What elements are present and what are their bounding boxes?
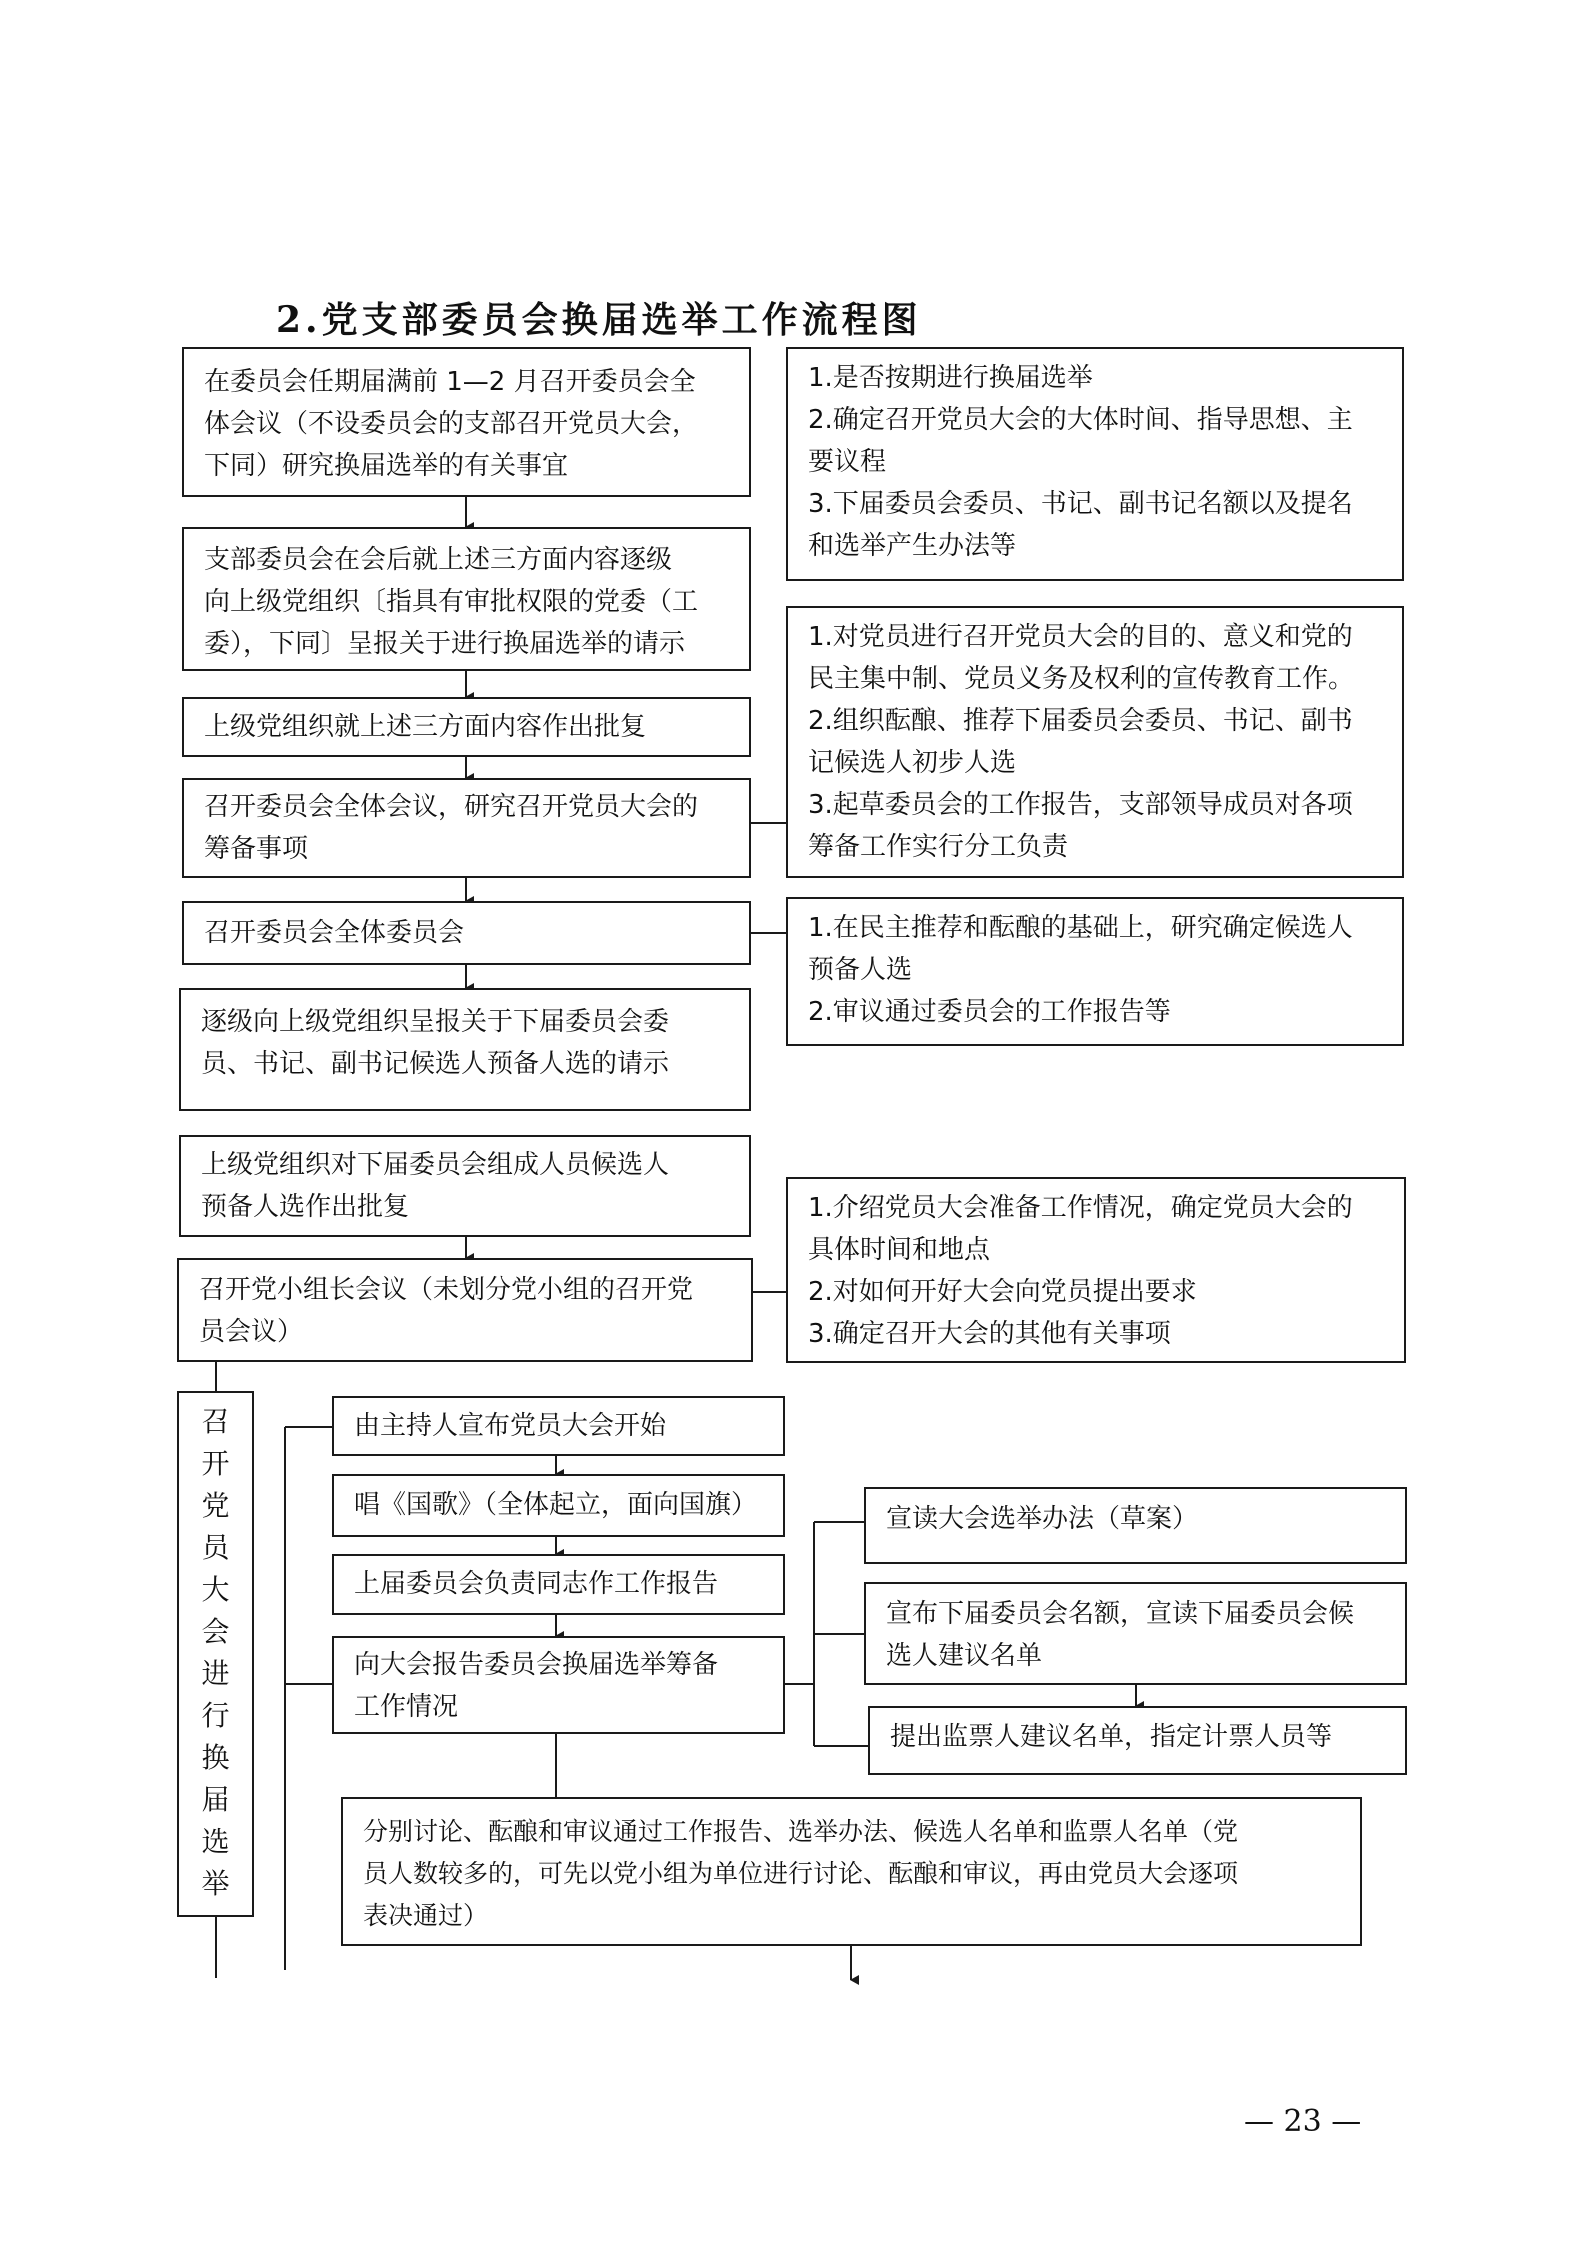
election-step-1-line-1: 宣读大会选举办法（草案） [886, 1504, 1199, 1534]
main-step-6 [179, 988, 751, 1111]
vertical-char-1: 召 [201, 1405, 230, 1438]
congress-step-1-line-1: 由主持人宣布党员大会开始 [354, 1411, 667, 1441]
side-note-1 [786, 347, 1404, 581]
side-note-3-line-3: 2.审议通过委员会的工作报告等 [808, 997, 1171, 1027]
congress-step-1 [332, 1396, 785, 1456]
vertical-char-6: 会 [201, 1615, 230, 1648]
side-note-2-line-5: 3.起草委员会的工作报告，支部领导成员对各项 [808, 790, 1353, 820]
side-note-1-line-3: 要议程 [808, 447, 887, 477]
page-number: — 23 — [1244, 2104, 1362, 2139]
election-step-2-line-1: 宣布下届委员会名额，宣读下届委员会候 [886, 1599, 1355, 1629]
congress-step-3-line-1: 上届委员会负责同志作工作报告 [354, 1569, 719, 1599]
side-note-3-line-2: 预备人选 [808, 955, 913, 985]
vertical-char-11: 选 [201, 1825, 230, 1858]
side-note-2-line-2: 民主集中制、党员义务及权利的宣传教育工作。 [808, 664, 1355, 694]
main-step-7-line-2: 预备人选作出批复 [201, 1192, 410, 1222]
main-step-3-line-1: 上级党组织就上述三方面内容作出批复 [204, 712, 647, 742]
main-step-4-line-2: 筹备事项 [204, 834, 309, 864]
main-step-7 [179, 1135, 751, 1237]
vertical-char-4: 员 [201, 1531, 230, 1564]
main-step-4-line-1: 召开委员会全体会议，研究召开党员大会的 [204, 792, 699, 822]
side-note-1-line-2: 2.确定召开党员大会的大体时间、指导思想、主 [808, 405, 1353, 435]
vertical-char-10: 届 [201, 1783, 230, 1816]
side-note-2-line-3: 2.组织酝酿、推荐下届委员会委员、书记、副书 [808, 706, 1353, 736]
side-note-4 [786, 1177, 1406, 1363]
congress-step-3 [332, 1554, 785, 1615]
congress-step-4 [332, 1636, 785, 1734]
side-note-2 [786, 606, 1404, 878]
congress-step-2 [332, 1474, 785, 1537]
main-step-2 [182, 527, 751, 671]
side-note-4-line-3: 2.对如何开好大会向党员提出要求 [808, 1277, 1197, 1307]
vertical-char-3: 党 [201, 1489, 230, 1522]
vertical-char-8: 行 [201, 1699, 230, 1732]
main-step-6-line-2: 员、书记、副书记候选人预备人选的请示 [201, 1049, 670, 1079]
page-title: 2.党支部委员会换届选举工作流程图 [276, 299, 922, 341]
side-note-2-line-1: 1.对党员进行召开党员大会的目的、意义和党的 [808, 622, 1353, 652]
side-note-1-line-4: 3.下届委员会委员、书记、副书记名额以及提名 [808, 489, 1353, 519]
main-step-1-line-3: 下同）研究换届选举的有关事宜 [204, 451, 569, 481]
side-note-2-line-4: 记候选人初步人选 [808, 748, 1017, 778]
discussion-step-line-2: 员人数较多的，可先以党小组为单位进行讨论、酝酿和审议，再由党员大会逐项 [363, 1859, 1239, 1888]
side-note-1-line-5: 和选举产生办法等 [808, 531, 1017, 561]
side-note-4-line-2: 具体时间和地点 [808, 1235, 991, 1265]
discussion-step-line-3: 表决通过） [363, 1901, 489, 1930]
discussion-step [341, 1797, 1362, 1946]
main-step-5 [182, 901, 751, 965]
side-note-3 [786, 897, 1404, 1046]
election-step-1 [864, 1487, 1407, 1564]
main-step-8-line-1: 召开党小组长会议（未划分党小组的召开党 [199, 1275, 694, 1305]
main-step-2-line-1: 支部委员会在会后就上述三方面内容逐级 [204, 545, 673, 575]
side-note-1-line-1: 1.是否按期进行换届选举 [808, 363, 1093, 393]
main-step-8 [177, 1258, 753, 1362]
election-step-3 [868, 1706, 1407, 1775]
vertical-char-7: 进 [201, 1657, 230, 1690]
main-step-6-line-1: 逐级向上级党组织呈报关于下届委员会委 [201, 1007, 670, 1037]
vertical-char-5: 大 [201, 1573, 230, 1606]
side-note-4-line-1: 1.介绍党员大会准备工作情况，确定党员大会的 [808, 1193, 1353, 1223]
side-note-3-line-1: 1.在民主推荐和酝酿的基础上，研究确定候选人 [808, 913, 1353, 943]
congress-step-4-line-1: 向大会报告委员会换届选举筹备 [354, 1650, 719, 1680]
main-step-7-line-1: 上级党组织对下届委员会组成人员候选人 [201, 1150, 670, 1180]
side-note-2-line-6: 筹备工作实行分工负责 [808, 832, 1069, 862]
main-step-5-line-1: 召开委员会全体委员会 [204, 918, 465, 948]
election-step-2 [864, 1582, 1407, 1685]
main-step-1-line-2: 体会议（不设委员会的支部召开党员大会， [204, 409, 699, 439]
main-step-4 [182, 778, 751, 878]
congress-vertical-label [177, 1391, 254, 1917]
main-step-1-line-1: 在委员会任期届满前 1—2 月召开委员会全 [204, 367, 696, 397]
congress-step-4-line-2: 工作情况 [354, 1692, 459, 1722]
election-step-2-line-2: 选人建议名单 [886, 1641, 1043, 1671]
election-step-3-line-1: 提出监票人建议名单，指定计票人员等 [890, 1722, 1333, 1752]
side-note-4-line-4: 3.确定召开大会的其他有关事项 [808, 1319, 1171, 1349]
vertical-char-12: 举 [201, 1867, 230, 1900]
main-step-8-line-2: 员会议） [199, 1317, 304, 1347]
main-step-2-line-2: 向上级党组织〔指具有审批权限的党委（工 [204, 587, 699, 617]
main-step-3 [182, 697, 751, 757]
vertical-char-2: 开 [201, 1447, 230, 1480]
discussion-step-line-1: 分别讨论、酝酿和审议通过工作报告、选举办法、候选人名单和监票人名单（党 [363, 1817, 1239, 1846]
main-step-1 [182, 347, 751, 497]
vertical-char-9: 换 [201, 1741, 230, 1774]
congress-step-2-line-1: 唱《国歌》（全体起立，面向国旗） [354, 1490, 758, 1520]
main-step-2-line-3: 委），下同〕呈报关于进行换届选举的请示 [204, 629, 686, 659]
